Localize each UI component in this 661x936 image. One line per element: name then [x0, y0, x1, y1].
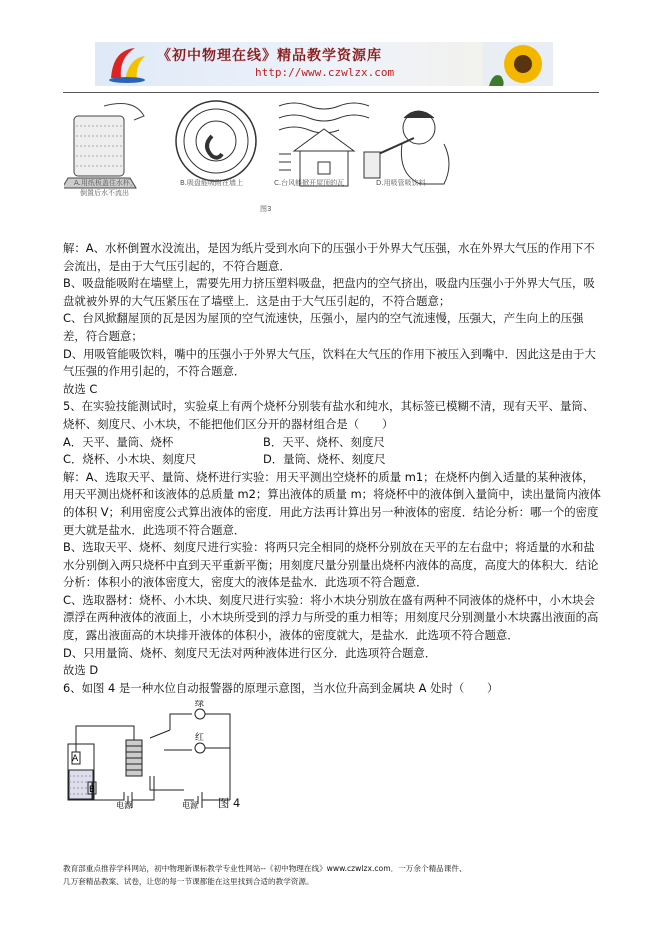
option-b: B．天平、烧杯、刻度尺: [263, 434, 385, 449]
house-wind-icon: [279, 103, 369, 186]
options-row: [63, 434, 603, 452]
paragraph: D、用吸管能吸饮料，嘴中的压强小于外界大气压，饮料在大气压的作用下被压入到嘴中．因此这是由于大气压强的作用引起的，不符合题意．: [63, 346, 596, 379]
caption-b: B.吸盘能吸附在墙上: [180, 179, 244, 187]
footer-line: 教育部重点推荐学科网站，初中物理新课标教学专业性网站--《初中物理在线》www.czwlzx.com．一万余个精品课件、: [63, 864, 467, 873]
caption-c: C.台风能掀开屋顶的瓦: [274, 179, 345, 187]
option-d: D．量筒、烧杯、刻度尺: [263, 452, 386, 467]
answer-line: 故选 C: [63, 381, 98, 396]
paragraph: B、吸盘能吸附在墙壁上，需要先用力挤压塑料吸盘，把盘内的空气挤出，吸盘内压强小于外界大气压，吸盘就被外界的大气压紧压在了墙壁上．这是由于大气压引起的，不符合题意；: [63, 276, 595, 308]
document-body: [63, 240, 603, 697]
options-row: [63, 451, 603, 469]
red-label: 红: [195, 733, 205, 743]
caption-a: A.用纸板盖住水杯，: [74, 179, 137, 187]
paragraph: D、只用量筒、烧杯、刻度尺无法对两种液体进行区分．此选项符合题意．: [63, 645, 437, 660]
green-label: 绿: [195, 700, 205, 709]
footer-line: 几万套精品教案、试卷，让您的每一节课都能在这里找到合适的教学资源。: [63, 877, 314, 886]
caption-d: D.用吸管吸饮料: [376, 179, 426, 187]
inverted-cup-icon: [64, 104, 144, 188]
metal-a-label: A: [72, 754, 79, 764]
answer-line: 故选 D: [63, 663, 99, 678]
sunflower-icon: [483, 42, 553, 86]
header-divider: [63, 92, 599, 93]
drinking-straw-icon: [364, 111, 449, 184]
logo-icon: [105, 44, 149, 84]
power-source-2-label: 电源: [182, 801, 198, 810]
banner-title: 《初中物理在线》精品教学资源库: [157, 48, 382, 64]
question-5: 5、在实验技能测试时，实验桌上有两个烧杯分别装有盐水和纯水，其标签已模糊不清，现有天平、量筒、烧杯、刻度尺、小木块，不能把他们区分开的器材组合是（ ）: [63, 399, 595, 431]
figure-4-caption: 图 4: [218, 796, 241, 810]
option-c: C．烧杯、小木块、刻度尺: [63, 452, 197, 467]
option-a: A．天平、量筒、烧杯: [63, 434, 174, 449]
power-source-1-label: 电源: [116, 801, 132, 810]
water-alarm-circuit-diagram: [64, 700, 254, 810]
figure-4: [64, 700, 254, 810]
figure-3-label: 图3: [260, 205, 272, 213]
metal-b-label: B: [89, 785, 96, 795]
paragraph: 解：A、水杯倒置水没流出，是因为纸片受到水向下的压强小于外界大气压强，水在外界大气压的作用下不会流出，是由于大气压引起的，不符合题意．: [63, 241, 595, 273]
paragraph: C、台风掀翻屋顶的瓦是因为屋顶的空气流速快，压强小，屋内的空气流速慢，压强大，产生向上的压强差，符合题意；: [63, 311, 584, 343]
paragraph: 解：A、选取天平、量筒、烧杯进行实验：用天平测出空烧杯的质量 m1；在烧杯内倒入适量的某种液体，用天平测出烧杯和该液体的总质量 m2；算出液体的质量 m；将烧杯中的液体倒入量筒中，读出量筒内液体的体积 V；利用密度公式算出液体的密度．用此方法再计算出另一种液体的密度．结论分析：哪一个的密度更大就是盐水．此选项不符合题意．: [63, 469, 601, 537]
banner-url[interactable]: http://www.czwlzx.com: [255, 66, 395, 79]
header-banner: [95, 42, 553, 86]
suction-cup-icon: [176, 101, 256, 181]
paragraph: B、选取天平、烧杯、刻度尺进行实验：将两只完全相同的烧杯分别放在天平的左右盘中；将适量的水和盐水分别倒入两只烧杯中直到天平重新平衡；用刻度尺量分别量出烧杯内液体的高度，高度大的体积大．结论分析：体积小的液体密度大，密度大的液体是盐水．此选项不符合题意．: [63, 540, 599, 590]
paragraph: C、选取器材：烧杯、小木块、刻度尺进行实验：将小木块分别放在盛有两种不同液体的烧杯中，小木块会漂浮在两种液体的液面上，小木块所受到的浮力与所受的重力相等；用刻度尺分别测量小木块露出液面的高度，露出液面高的木块排开液体的体积小，液体的密度就大，是盐水．此选项不符合题意．: [63, 592, 599, 643]
question-6: 6、如图 4 是一种水位自动报警器的原理示意图，当水位升高到金属块 A 处时（ ）: [63, 680, 499, 695]
figure-3: [64, 96, 464, 218]
caption-a2: 倒置后水不流出: [80, 189, 129, 197]
page-footer: [63, 862, 599, 888]
